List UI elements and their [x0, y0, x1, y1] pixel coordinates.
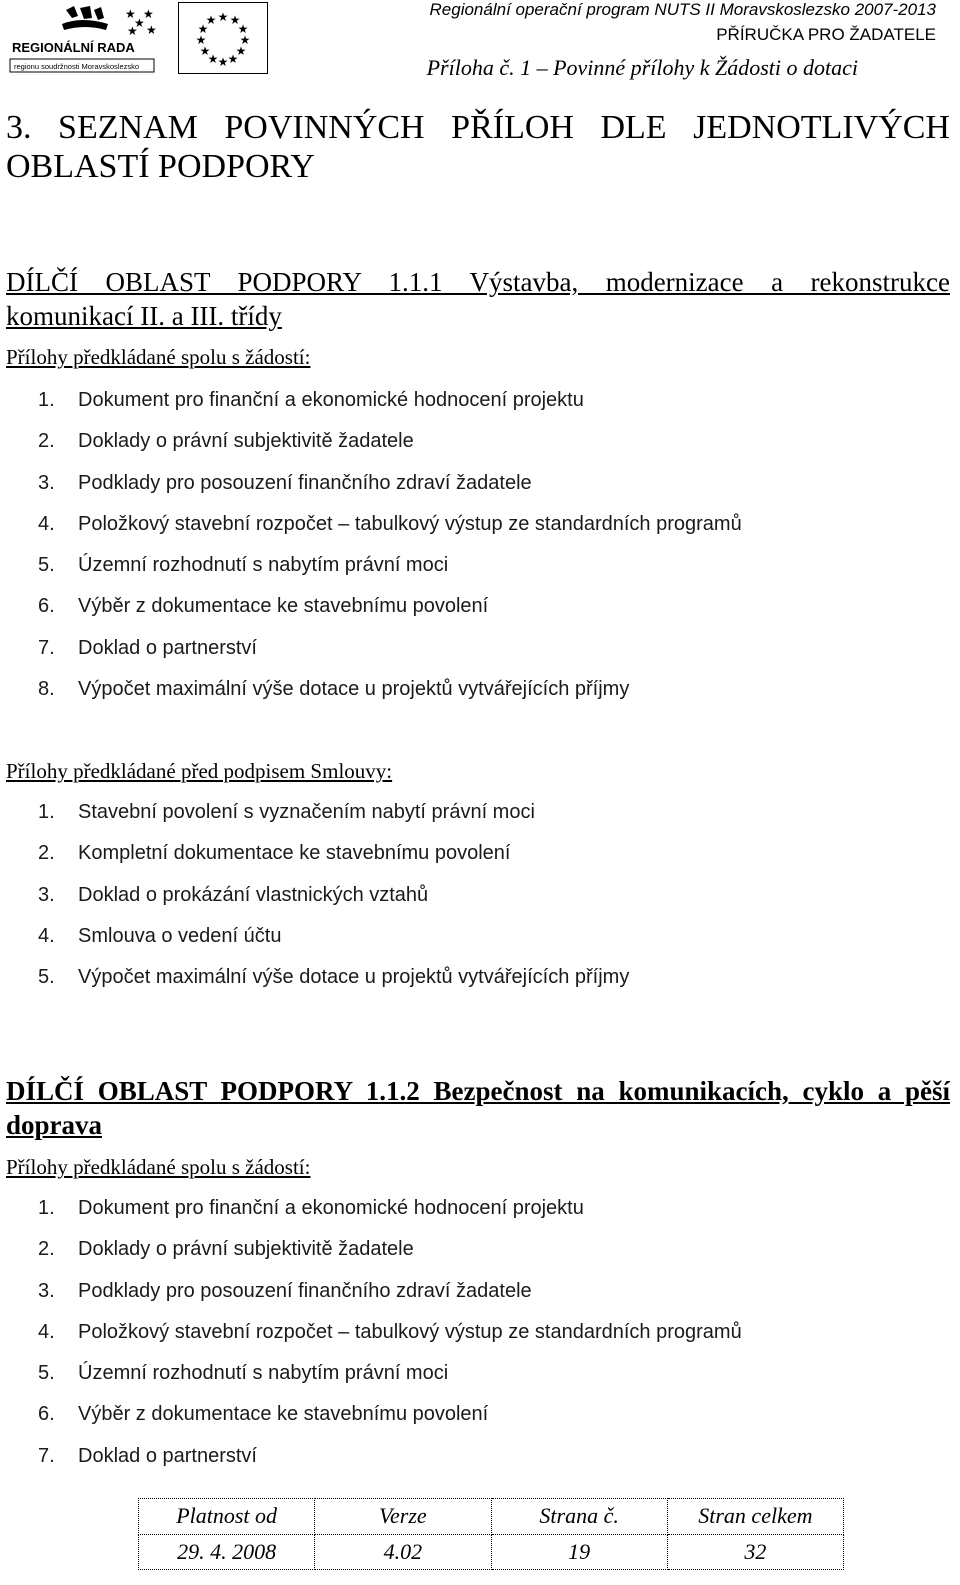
list-item: 2. Doklady o právní subjektivitě žadatele [38, 430, 414, 453]
area-1-1-2-heading [6, 1074, 950, 1142]
area-1-1-2-group1-list [38, 1188, 742, 1477]
area-1-1-1-group2-title: Přílohy předkládané před podpisem Smlouvy: [6, 759, 393, 783]
footer-total-pages-label: Stran celkem [667, 1499, 843, 1535]
footer-total-pages-value: 32 [667, 1534, 843, 1570]
footer-version-label: Verze [315, 1499, 491, 1535]
list-item: 3. Doklad o prokázání vlastnických vztahů [38, 883, 429, 906]
svg-text:★: ★ [146, 23, 157, 37]
svg-text:★: ★ [207, 52, 219, 66]
svg-text:★: ★ [197, 22, 209, 36]
svg-text:★: ★ [227, 52, 239, 66]
svg-text:★: ★ [239, 33, 251, 47]
list-item: 1. Stavební povolení s vyznačením nabytí právní moci [38, 801, 535, 823]
footer-validity-value: 29. 4. 2008 [139, 1534, 315, 1570]
svg-text:★: ★ [237, 22, 249, 36]
logo-subtitle: regionu soudržnosti Moravskoslezsko [14, 62, 140, 71]
page-title-line2: OBLASTÍ PODPORY [6, 148, 315, 185]
svg-text:★: ★ [134, 16, 145, 30]
area-1-1-1-group2-list [38, 792, 629, 998]
header-annex-title: Příloha č. 1 – Povinné přílohy k Žádosti o dotaci [426, 55, 858, 80]
footer-values-row [139, 1534, 844, 1570]
list-item: 2. Kompletní dokumentace ke stavebnímu povolení [38, 842, 511, 865]
footer-page-value: 19 [491, 1534, 667, 1570]
list-item: 5. Územní rozhodnutí s nabytím právní moci [38, 1362, 449, 1385]
area-1-1-1-group1-list [38, 380, 742, 710]
svg-text:★: ★ [127, 24, 138, 38]
list-item: 2. Doklady o právní subjektivitě žadatele [38, 1238, 414, 1261]
list-item: 6. Výběr z dokumentace ke stavebnímu povolení [38, 595, 489, 618]
svg-text:★: ★ [229, 13, 241, 27]
list-item: 4. Smlouva o vedení účtu [38, 924, 282, 947]
svg-text:★: ★ [205, 13, 217, 27]
header-program-title: Regionální operační program NUTS II Moravskoslezsko 2007-2013 [429, 0, 936, 19]
svg-text:★: ★ [143, 7, 154, 21]
svg-text:★: ★ [195, 33, 207, 47]
regional-council-logo [6, 2, 158, 74]
list-item: 1. Dokument pro finanční a ekonomické hodnocení projektu [38, 389, 584, 411]
footer-version-value: 4.02 [315, 1534, 491, 1570]
logo-title: REGIONÁLNÍ RADA [12, 40, 135, 55]
page-title [6, 108, 950, 186]
area-1-1-2-heading-line2: doprava [6, 1110, 103, 1140]
header-handbook-title: PŘÍRUČKA PRO ŽADATELE [716, 25, 936, 44]
list-item: 3. Podklady pro posouzení finančního zdraví žadatele [38, 1279, 532, 1302]
footer-validity-label: Platnost od [139, 1499, 315, 1535]
list-item: 3. Podklady pro posouzení finančního zdraví žadatele [38, 471, 532, 494]
svg-text:★: ★ [125, 7, 136, 21]
area-1-1-1-heading [6, 265, 950, 333]
list-item: 6. Výběr z dokumentace ke stavebnímu povolení [38, 1403, 489, 1426]
list-item: 4. Položkový stavební rozpočet – tabulkový výstup ze standardních programů [38, 1320, 742, 1343]
svg-text:★: ★ [217, 10, 229, 24]
page-title-line1: 3. SEZNAM POVINNÝCH PŘÍLOH DLE JEDNOTLIVÝCH [6, 109, 950, 146]
list-item: 8. Výpočet maximální výše dotace u projektů vytvářejících příjmy [38, 678, 630, 701]
list-item: 4. Položkový stavební rozpočet – tabulkový výstup ze standardních programů [38, 512, 742, 535]
area-1-1-2-heading-line1: DÍLČÍ OBLAST PODPORY 1.1.2 Bezpečnost na komunikacích, cyklo a pěší [6, 1076, 950, 1106]
footer-page-label: Strana č. [491, 1499, 667, 1535]
list-item: 1. Dokument pro finanční a ekonomické hodnocení projektu [38, 1197, 584, 1219]
svg-text:★: ★ [217, 55, 229, 69]
list-item: 5. Výpočet maximální výše dotace u projektů vytvářejících příjmy [38, 966, 630, 989]
eu-flag-logo [178, 2, 268, 74]
svg-text:★: ★ [235, 44, 247, 58]
area-1-1-2-group1-title: Přílohy předkládané spolu s žádostí: [6, 1155, 311, 1179]
area-1-1-1-heading-line2: komunikací II. a III. třídy [6, 301, 282, 331]
svg-text:★: ★ [199, 44, 211, 58]
footer-info-table [138, 1498, 844, 1570]
list-item: 7. Doklad o partnerství [38, 636, 257, 659]
area-1-1-1-group1-title: Přílohy předkládané spolu s žádostí: [6, 345, 311, 369]
list-item: 7. Doklad o partnerství [38, 1444, 257, 1467]
footer-labels-row [139, 1499, 844, 1535]
area-1-1-1-heading-line1: DÍLČÍ OBLAST PODPORY 1.1.1 Výstavba, modernizace a rekonstrukce [6, 267, 950, 297]
list-item: 5. Územní rozhodnutí s nabytím právní moci [38, 554, 449, 577]
